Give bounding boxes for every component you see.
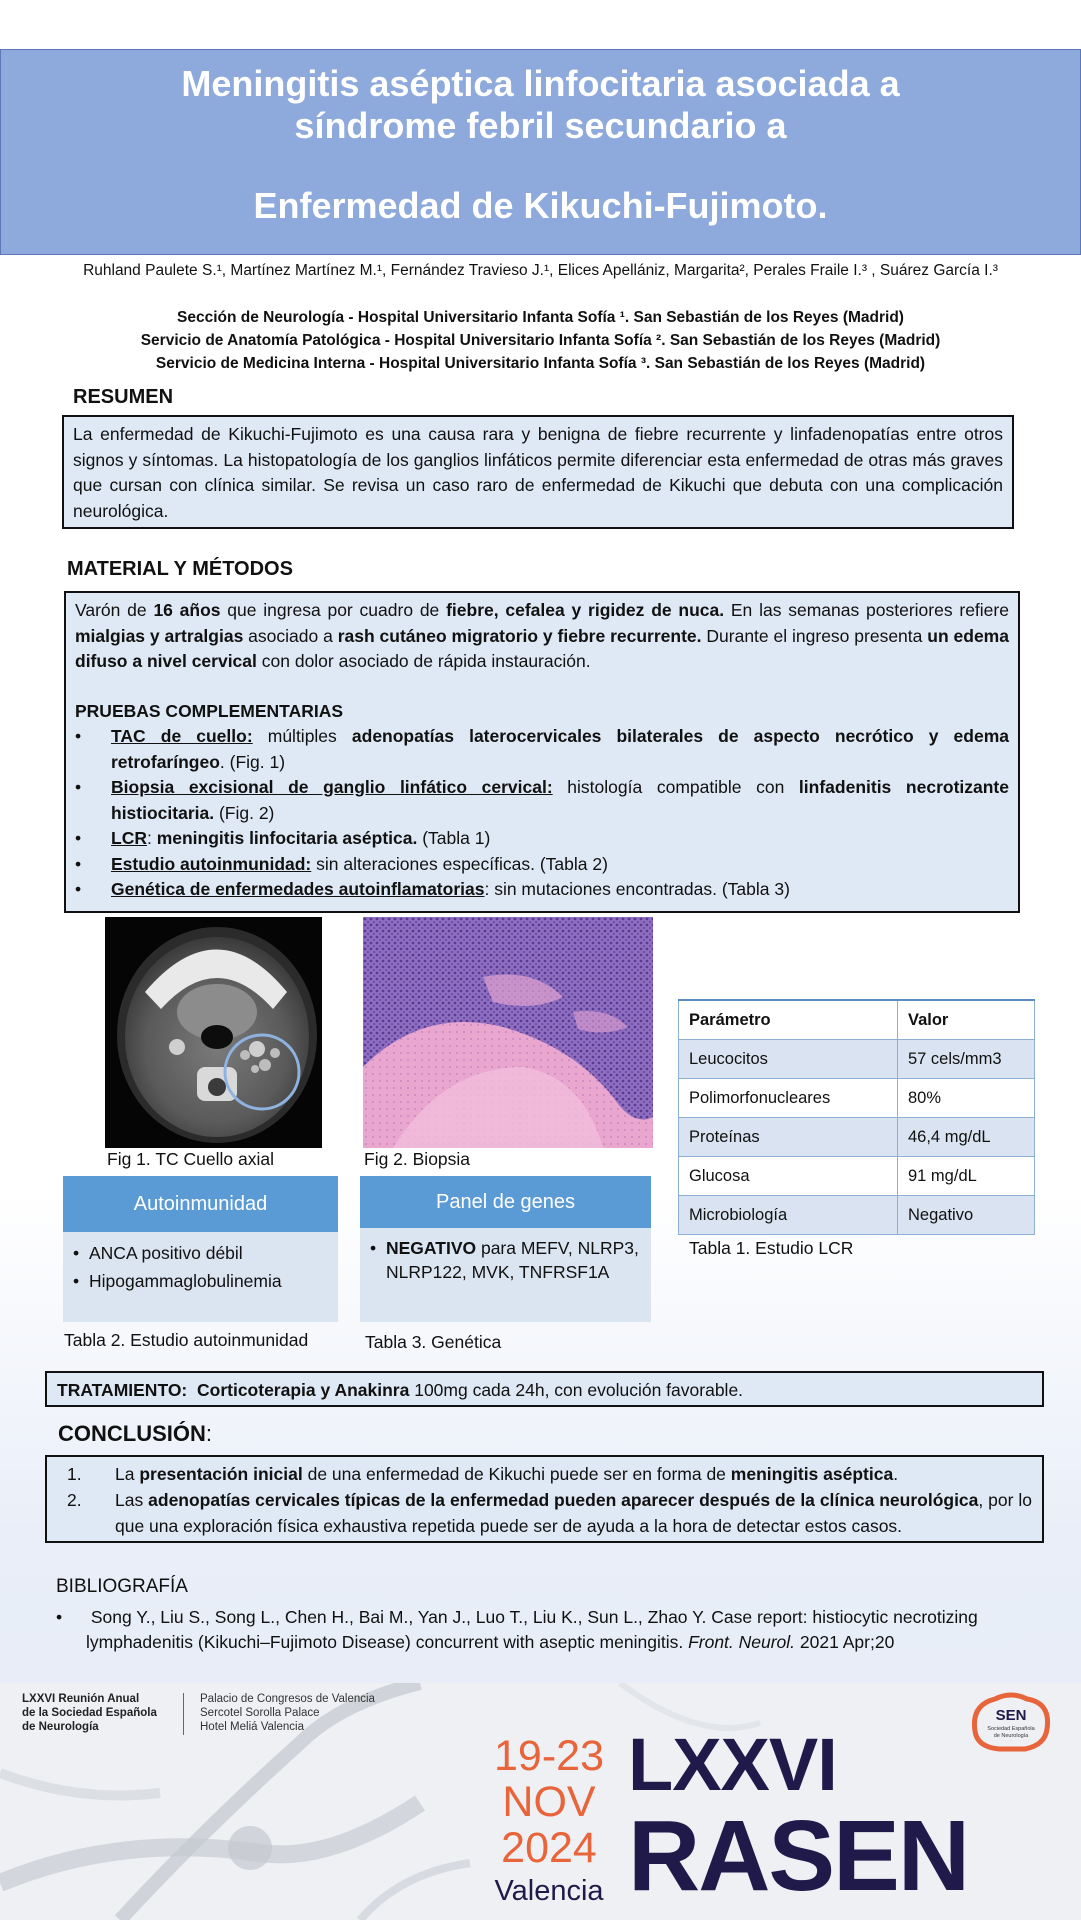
table-row [679, 1157, 1035, 1196]
bibliografia-entry: • Song Y., Liu S., Song L., Chen H., Bai M., Yan J., Luo T., Liu K., Sun L., Zhao Y. Case report: histiocytic necrotizing lymphadenitis (Kikuchi–Fujimoto Disease) concurrent with aseptic meningitis. Front. Neurol. 2021 Apr;20 [56, 1607, 978, 1652]
biopsy-histology-drawing [363, 917, 653, 1148]
table-cell: Microbiología [679, 1196, 898, 1235]
genes-header: Panel de genes [360, 1176, 651, 1228]
lcr-table [678, 999, 1035, 1235]
title-line-3: Enfermedad de Kikuchi-Fujimoto. [253, 185, 828, 226]
table-cell: 46,4 mg/dL [898, 1118, 1035, 1157]
affiliation-1: Sección de Neurología - Hospital Universitario Infanta Sofía ¹. San Sebastián de los Reyes (Madrid) [177, 309, 904, 326]
genes-body [360, 1228, 651, 1322]
genes-caption: Tabla 3. Genética [365, 1332, 502, 1352]
autoinmunidad-list [73, 1241, 328, 1293]
lcr-caption: Tabla 1. Estudio LCR [689, 1238, 854, 1258]
lcr-table-wrap [678, 999, 1035, 1235]
pruebas-heading: PRUEBAS COMPLEMENTARIAS [75, 700, 344, 721]
table-cell: 57 cels/mm3 [898, 1040, 1035, 1079]
ct-neck-image [105, 917, 322, 1148]
table-cell: Negativo [898, 1196, 1035, 1235]
list-item: • Estudio autoinmunidad: sin alteraciones específicas. (Tabla 2) [75, 852, 1009, 878]
title-line-1: Meningitis aséptica linfocitaria asociada a [181, 63, 900, 104]
table-cell: Polimorfonucleares [679, 1079, 898, 1118]
biopsy-image [363, 917, 653, 1148]
meeting-name: LXXVI Reunión Anual de la Sociedad Española de Neurología [22, 1693, 157, 1733]
conclusion-item-1: 1. La presentación inicial de una enfermedad de Kikuchi puede ser en forma de meningitis aséptica. [67, 1464, 899, 1484]
table-row [679, 1118, 1035, 1157]
metodos-box [64, 591, 1020, 913]
table-cell: Proteínas [679, 1118, 898, 1157]
table-header-row [679, 1000, 1035, 1040]
fig1-caption: Fig 1. TC Cuello axial [107, 1149, 274, 1169]
autoinmunidad-body [63, 1232, 338, 1322]
autoinmunidad-header: Autoinmunidad [63, 1176, 338, 1232]
list-item: • Genética de enfermedades autoinflamatorias: sin mutaciones encontradas. (Tabla 3) [75, 877, 1009, 903]
tratamiento-box: TRATAMIENTO: Corticoterapia y Anakinra 100mg cada 24h, con evolución favorable. [45, 1371, 1044, 1407]
list-item: • Biopsia excisional de ganglio linfático cervical: histología compatible con linfadenitis necrotizante histiocitaria. (Fig. 2) [75, 775, 1009, 826]
list-item: • TAC de cuello: múltiples adenopatías laterocervicales bilaterales de aspecto necrótico y edema retrofaríngeo. (Fig. 1) [75, 724, 1009, 775]
venues: Palacio de Congresos de Valencia Sercotel Sorolla Palace Hotel Meliá Valencia [200, 1693, 375, 1733]
title-line-2: síndrome febril secundario a [294, 105, 787, 146]
tratamiento-label: TRATAMIENTO: [57, 1380, 188, 1400]
table-cell: Glucosa [679, 1157, 898, 1196]
title-banner [0, 49, 1081, 255]
conclusion-item-2: 2. Las adenopatías cervicales típicas de la enfermedad pueden aparecer después de la clínica neurológica, por lo que una exploración física exhaustiva repetida puede ser de ayuda a la hora de detectar estos casos. [67, 1490, 1033, 1536]
genes-list [370, 1236, 641, 1284]
metodos-heading: MATERIAL Y MÉTODOS [67, 558, 293, 580]
congress-city: Valencia [494, 1875, 604, 1907]
conclusion-heading: CONCLUSIÓN: [58, 1421, 213, 1446]
table-cell: 80% [898, 1079, 1035, 1118]
affiliation-2: Servicio de Anatomía Patológica - Hospital Universitario Infanta Sofía ². San Sebastián de los Reyes (Madrid) [140, 332, 941, 349]
list-item: • ANCA positivo débil [73, 1241, 328, 1265]
list-item: • Hipogammaglobulinemia [73, 1269, 328, 1293]
bibliografia-heading: BIBLIOGRAFÍA [56, 1576, 188, 1597]
list-item: • NEGATIVO para MEFV, NLRP3, NLRP122, MVK, TNFRSF1A [370, 1236, 641, 1284]
column-header: Valor [898, 1000, 1035, 1040]
conclusion-box [45, 1455, 1044, 1543]
table-row [679, 1040, 1035, 1079]
resumen-box [62, 415, 1014, 529]
sen-logo: SEN Sociedad Española de Neurología [965, 1691, 1057, 1759]
autoinmunidad-caption: Tabla 2. Estudio autoinmunidad [64, 1330, 309, 1350]
congress-rasen: RASEN [628, 1800, 969, 1912]
fig2-caption: Fig 2. Biopsia [364, 1149, 471, 1169]
resumen-text: La enfermedad de Kikuchi-Fujimoto es una causa rara y benigna de fiebre recurrente y linfadenopatías entre otros signos y síntomas. La histopatología de los ganglios linfáticos permite diferenciar esta enfermedad de otras más graves que cursan con clínica similar. Se revisa un caso raro de enfermedad de Kikuchi que debuta con una complicación neurológica. [73, 424, 1003, 521]
authors: Ruhland Paulete S.¹, Martínez Martínez M.¹, Fernández Travieso J.¹, Elices Apellániz, Margarita², Perales Fraile I.³ , Suárez García I.³ [83, 262, 998, 279]
affiliation-3: Servicio de Medicina Interna - Hospital Universitario Infanta Sofía ³. San Sebastián de los Reyes (Madrid) [155, 355, 926, 372]
column-header: Parámetro [679, 1000, 898, 1040]
list-item: • LCR: meningitis linfocitaria aséptica. (Tabla 1) [75, 826, 1009, 852]
resumen-heading: RESUMEN [73, 386, 174, 408]
table-row [679, 1196, 1035, 1235]
congress-footer [0, 1683, 1081, 1920]
brain-icon [965, 1691, 1057, 1759]
affiliations [0, 306, 1081, 375]
congress-dates: 19-23 NOV 2024 [494, 1732, 604, 1872]
table-cell: 91 mg/dL [898, 1157, 1035, 1196]
ct-scan-drawing [105, 917, 322, 1148]
table-cell: Leucocitos [679, 1040, 898, 1079]
footer-divider [183, 1693, 184, 1735]
congress-roman-numeral: LXXVI [628, 1723, 837, 1806]
case-description: Varón de 16 años que ingresa por cuadro de fiebre, cefalea y rigidez de nuca. En las semanas posteriores refiere mialgias y artralgias asociado a rash cutáneo migratorio y fiebre recurrente. Durante el ingreso presenta un edema difuso a nivel cervical con dolor asociado de rápida instauración. [75, 600, 1009, 671]
table-row [679, 1079, 1035, 1118]
pruebas-list [75, 724, 1009, 903]
